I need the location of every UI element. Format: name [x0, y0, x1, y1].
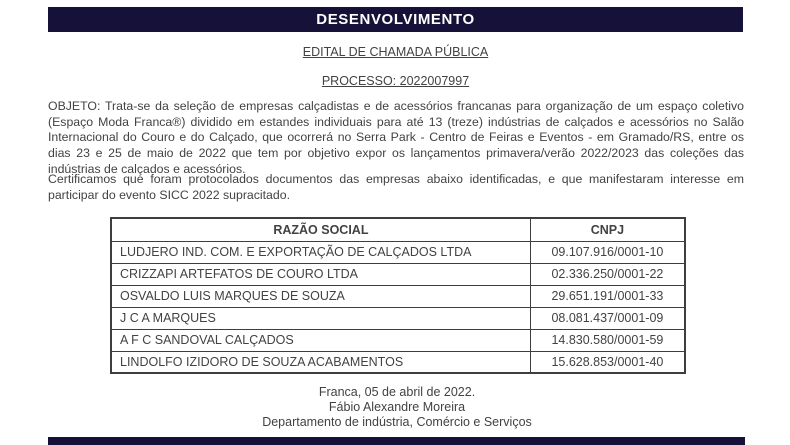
cnpj-cell: 09.107.916/0001-10 [530, 241, 685, 263]
cnpj-cell: 29.651.191/0001-33 [530, 285, 685, 307]
table-row [111, 351, 685, 373]
table-header-row [111, 218, 685, 241]
cnpj-cell: 14.830.580/0001-59 [530, 329, 685, 351]
date-line: Franca, 05 de abril de 2022. [318, 385, 476, 399]
cnpj-cell: 02.336.250/0001-22 [530, 263, 685, 285]
document-title: EDITAL DE CHAMADA PÚBLICA [302, 45, 489, 59]
table-row [111, 263, 685, 285]
table-row [111, 285, 685, 307]
razao-social-cell: J C A MARQUES [111, 307, 530, 329]
razao-social-cell: CRIZZAPI ARTEFATOS DE COURO LTDA [111, 263, 530, 285]
companies-table [110, 217, 686, 374]
bottom-rule [48, 437, 745, 445]
razao-social-cell: OSVALDO LUIS MARQUES DE SOUZA [111, 285, 530, 307]
table-row [111, 307, 685, 329]
signature-block [48, 385, 746, 431]
process-number: PROCESSO: 2022007997 [321, 74, 470, 88]
table-row [111, 241, 685, 263]
signer-name: Fábio Alexandre Moreira [328, 400, 466, 415]
department-banner [48, 7, 743, 32]
cnpj-cell: 15.628.853/0001-40 [530, 351, 685, 373]
razao-social-cell: LINDOLFO IZIDORO DE SOUZA ACABAMENTOS [111, 351, 530, 373]
razao-social-cell: A F C SANDOVAL CALÇADOS [111, 329, 530, 351]
department-line: Departamento de indústria, Comércio e Serviços [262, 415, 532, 430]
razao-social-cell: LUDJERO IND. COM. E EXPORTAÇÃO DE CALÇADOS LTDA [111, 241, 530, 263]
certification-paragraph: Certificamos que foram protocolados documentos das empresas abaixo identificadas, e que manifestaram interesse em participar do evento SICC 2022 supracitado. [48, 172, 744, 202]
banner-title: DESENVOLVIMENTO [316, 11, 475, 28]
objeto-paragraph: OBJETO: Trata-se da seleção de empresas calçadistas e de acessórios francanas para organização de um espaço coletivo (Espaço Moda Franca®) dividido em estandes individuais para até 13 (treze) indústrias de calçados e acessórios no Salão Internacional do Couro e do Calçado, que ocorrerá no Serra Park - Centro de Feiras e Eventos - em Gramado/RS, entre os dias 23 e 25 de maio de 2022 que tem por objetivo expor os lançamentos primavera/verão 2022/2023 das coleções das indústrias de calçados e acessórios. [48, 99, 744, 176]
column-header-razao-social: RAZÃO SOCIAL [111, 218, 530, 241]
column-header-cnpj: CNPJ [530, 218, 685, 241]
table-row [111, 329, 685, 351]
cnpj-cell: 08.081.437/0001-09 [530, 307, 685, 329]
